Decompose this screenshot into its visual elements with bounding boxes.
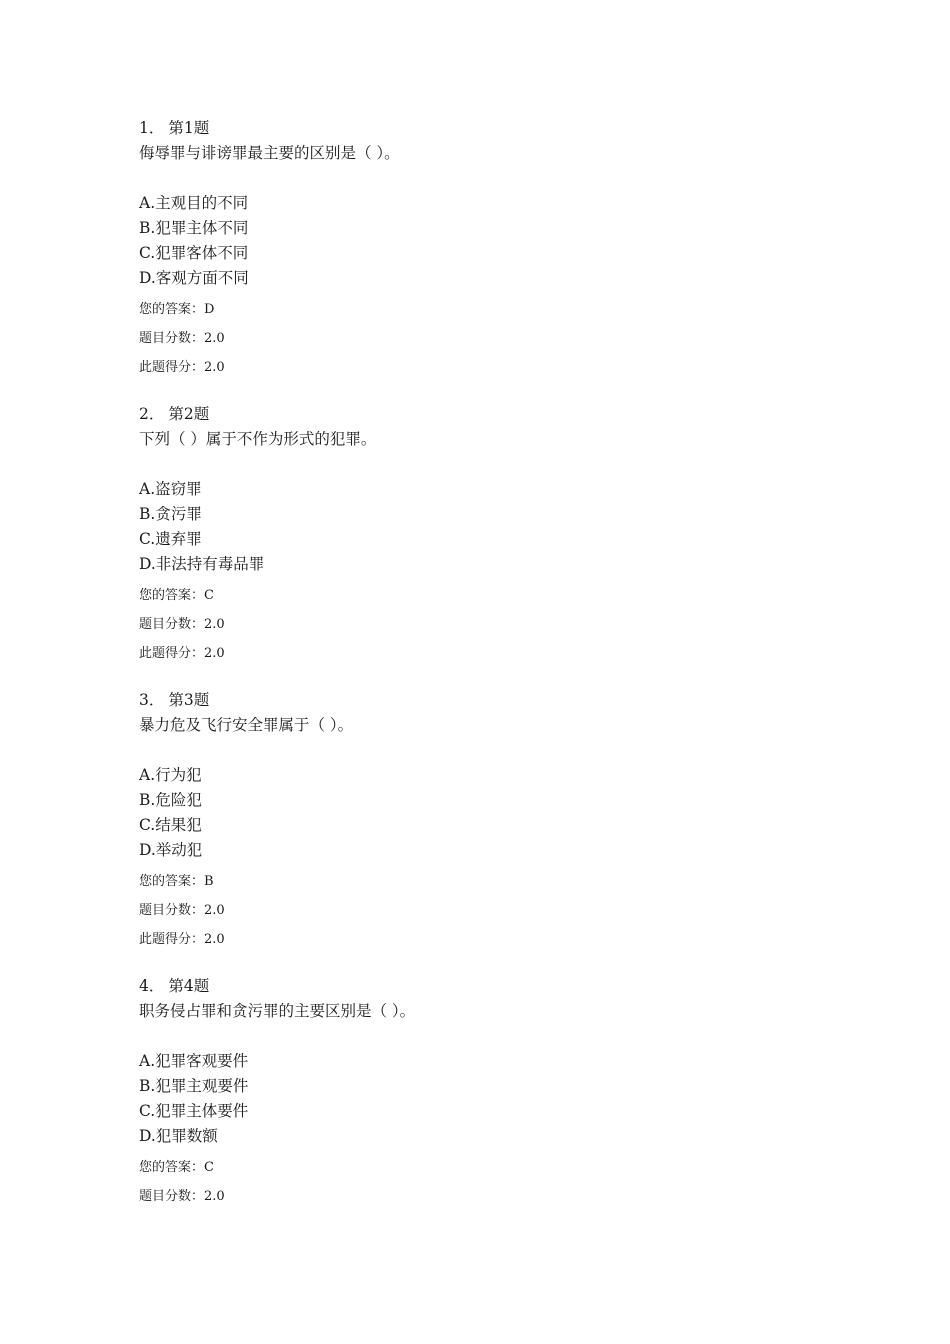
question-score-line [139, 896, 839, 925]
earned-score-line [139, 925, 839, 954]
your-answer-value: B [204, 874, 214, 889]
option-b: B.犯罪主观要件 [139, 1077, 249, 1095]
earned-score-line [139, 639, 839, 668]
option-d: D.举动犯 [139, 841, 203, 859]
your-answer-label: 您的答案： [139, 874, 205, 889]
earned-score-label: 此题得分： [139, 932, 205, 947]
your-answer-label: 您的答案： [139, 302, 205, 317]
option-c: C.结果犯 [139, 816, 202, 834]
question-number: 2． [139, 405, 165, 423]
your-answer-line [139, 295, 839, 324]
question-heading [139, 688, 839, 713]
your-answer-label: 您的答案： [139, 1160, 205, 1175]
option-a: A.行为犯 [139, 766, 202, 784]
option-b: B.贪污罪 [139, 505, 202, 523]
question-title: 第1题 [168, 119, 210, 137]
question-number: 1． [139, 119, 165, 137]
question-heading [139, 402, 839, 427]
earned-score-label: 此题得分： [139, 360, 205, 375]
question-heading [139, 116, 839, 141]
your-answer-label: 您的答案： [139, 588, 205, 603]
question-2 [139, 402, 839, 668]
question-score-value: 2.0 [204, 331, 225, 346]
your-answer-line [139, 1153, 839, 1182]
question-3 [139, 688, 839, 954]
question-title: 第2题 [168, 405, 210, 423]
earned-score-value: 2.0 [204, 932, 225, 947]
option-b: B.危险犯 [139, 791, 202, 809]
question-score-label: 题目分数： [139, 617, 205, 632]
your-answer-line [139, 867, 839, 896]
your-answer-line [139, 581, 839, 610]
your-answer-value: C [204, 1160, 214, 1175]
earned-score-line [139, 353, 839, 382]
option-c: C.犯罪客体不同 [139, 244, 249, 262]
option-list [139, 1049, 839, 1149]
option-d: D.犯罪数额 [139, 1127, 218, 1145]
earned-score-value: 2.0 [204, 646, 225, 661]
exam-results-page [139, 116, 839, 1211]
question-score-value: 2.0 [204, 903, 225, 918]
earned-score-value: 2.0 [204, 360, 225, 375]
question-heading [139, 974, 839, 999]
question-4 [139, 974, 839, 1211]
option-list [139, 477, 839, 577]
question-stem: 侮辱罪与诽谤罪最主要的区别是（ ）。 [139, 144, 400, 162]
question-1 [139, 116, 839, 382]
option-d: D.客观方面不同 [139, 269, 249, 287]
option-b: B.犯罪主体不同 [139, 219, 249, 237]
your-answer-value: D [204, 302, 215, 317]
question-score-line [139, 324, 839, 353]
question-title: 第4题 [168, 977, 210, 995]
option-a: A.盗窃罪 [139, 480, 202, 498]
question-score-value: 2.0 [204, 1189, 225, 1204]
question-score-line [139, 610, 839, 639]
option-a: A.主观目的不同 [139, 194, 249, 212]
option-a: A.犯罪客观要件 [139, 1052, 249, 1070]
option-list [139, 191, 839, 291]
option-c: C.犯罪主体要件 [139, 1102, 249, 1120]
option-d: D.非法持有毒品罪 [139, 555, 265, 573]
option-list [139, 763, 839, 863]
question-title: 第3题 [168, 691, 210, 709]
your-answer-value: C [204, 588, 214, 603]
question-number: 4． [139, 977, 165, 995]
question-score-line [139, 1182, 839, 1211]
question-stem: 下列（ ）属于不作为形式的犯罪。 [139, 430, 377, 448]
question-stem: 暴力危及飞行安全罪属于（ ）。 [139, 716, 354, 734]
question-number: 3． [139, 691, 165, 709]
option-c: C.遗弃罪 [139, 530, 202, 548]
spacer [139, 668, 839, 688]
question-score-label: 题目分数： [139, 331, 205, 346]
spacer [139, 954, 839, 974]
question-score-value: 2.0 [204, 617, 225, 632]
question-score-label: 题目分数： [139, 903, 205, 918]
question-score-label: 题目分数： [139, 1189, 205, 1204]
question-stem: 职务侵占罪和贪污罪的主要区别是（ ）。 [139, 1002, 416, 1020]
spacer [139, 382, 839, 402]
earned-score-label: 此题得分： [139, 646, 205, 661]
